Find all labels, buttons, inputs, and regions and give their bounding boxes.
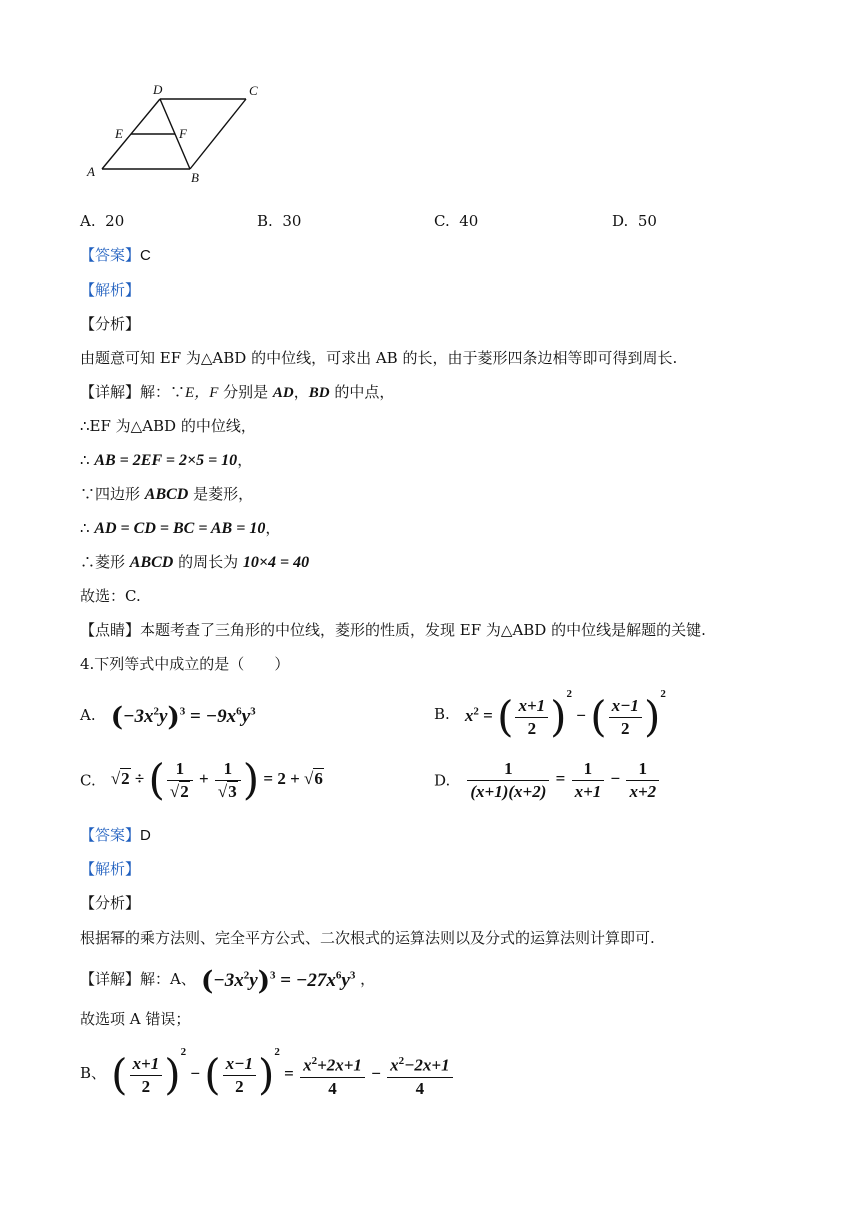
- option-letter: B.: [434, 704, 450, 723]
- text: ∴: [80, 451, 95, 469]
- option-letter: C.: [434, 212, 450, 230]
- math-abcd: ABCD: [144, 486, 189, 503]
- text: ，: [237, 451, 253, 469]
- text: ∵四边形: [80, 485, 145, 503]
- q3-option-d: [612, 211, 657, 231]
- label-c: C: [249, 83, 258, 98]
- dianjing-tag: 【点睛】: [80, 621, 141, 639]
- math-bd: BD: [308, 385, 330, 401]
- edge-cb: [190, 99, 246, 169]
- q3-detail-line-3: [80, 450, 252, 471]
- formula-b: $x^2$ = ( $\frac{x+1}{2}$ )$^2$ − ( $\frac{x-1}{2}$ )$^2$: [464, 688, 666, 742]
- math-sides-equation: AD = CD = BC = AB = 10: [94, 520, 266, 537]
- text: ，: [265, 519, 281, 537]
- option-letter: B.: [257, 212, 273, 230]
- option-value: 30: [282, 212, 302, 230]
- formula-a-expansion: $(-3x^2y)^3 = -27x^6y^3$: [200, 966, 356, 997]
- q3-detail-line-5: [80, 518, 280, 539]
- q4-fenxi-tag: 【分析】: [80, 894, 141, 912]
- math-ab-equation: AB = 2EF = 2×5 = 10: [94, 452, 238, 469]
- formula-b-expansion: ( $\frac{x+1}{2}$ )$^2$ − ( $\frac{x-1}{2}$ )$^2$ = $\frac{x^2+2x+1}{4}$ − $\frac{x^2-2x+1}{4}$: [111, 1064, 455, 1083]
- q3-option-c: [434, 211, 478, 231]
- q3-detail-line-4: [80, 484, 253, 505]
- math-abcd: ABCD: [129, 554, 174, 571]
- text: ∴菱形: [80, 553, 130, 571]
- option-value: 20: [105, 212, 125, 230]
- q4-option-c: [80, 755, 324, 805]
- math-perimeter: 10×4 = 40: [242, 554, 310, 571]
- text: 的中点，: [329, 383, 395, 401]
- q4-detail-line-1: 【详解】解：A、 $(-3x^2y)^3 = -27x^6y^3$ ，: [80, 966, 376, 997]
- q3-dianjing: [80, 620, 706, 640]
- q3-detail-line-2: ∴EF 为△ABD 的中位线，: [80, 417, 256, 435]
- option-value: 50: [637, 212, 657, 230]
- text: 的周长为: [173, 553, 243, 571]
- option-letter: C.: [80, 771, 96, 790]
- detail-tag: 【详解】: [80, 383, 141, 401]
- q4-wrong-a: 故选项 A 错误；: [80, 1010, 191, 1028]
- text: 解：∵: [140, 383, 186, 401]
- label-a: A: [87, 164, 95, 179]
- q3-detail-line-1: [80, 382, 394, 403]
- text: 分别是: [218, 383, 273, 401]
- q3-choose: 故选：C.: [80, 587, 141, 605]
- q3-option-b: [257, 211, 301, 231]
- formula-c: √2 ÷ ( $\frac{1}{√2}$ + $\frac{1}{√3}$ ) = 2 + √6: [110, 755, 323, 805]
- q4-fenxi-text: 根据幂的乘方法则、完全平方公式、二次根式的运算法则以及分式的运算法则计算即可.: [80, 929, 655, 947]
- q3-analysis-tag: 【解析】: [80, 281, 141, 299]
- q3-fenxi-tag: 【分析】: [80, 315, 141, 333]
- math-ef: E，F: [185, 385, 219, 401]
- dianjing-text: 本题考查了三角形的中位线，菱形的性质，发现 EF 为△ABD 的中位线是解题的关键.: [140, 621, 706, 639]
- q4-option-b: [434, 688, 666, 740]
- label-f: F: [179, 126, 187, 141]
- detail-tag: 【详解】: [80, 969, 141, 988]
- formula-d: $\frac{1}{(x+1)(x+2)}$ = $\frac{1}{x+1}$ − $\frac{1}{x+2}$: [465, 769, 661, 788]
- q3-detail-line-6: [80, 552, 309, 573]
- q4-stem: 4.下列等式中成立的是（ ）: [80, 655, 290, 673]
- text: 解：A、: [140, 969, 196, 988]
- text: ，: [293, 383, 309, 401]
- option-letter: D.: [612, 212, 629, 230]
- formula-a: $(-3x^2y)^3 = -9x^6y^3$: [110, 702, 256, 733]
- q4-option-d: [434, 758, 661, 803]
- q4-option-a: [80, 698, 256, 732]
- q4-answer-line: [80, 825, 151, 846]
- math-ad: AD: [272, 385, 294, 401]
- option-letter: A.: [80, 705, 96, 724]
- text: B、: [80, 1063, 107, 1082]
- q3-answer-line: [80, 245, 151, 266]
- answer-value: D: [140, 827, 151, 844]
- text: ∴: [80, 519, 95, 537]
- option-letter: A.: [80, 212, 96, 230]
- rhombus-figure: [80, 78, 270, 188]
- text: 是菱形，: [188, 485, 254, 503]
- q3-option-a: [80, 211, 124, 231]
- label-e: E: [115, 126, 123, 141]
- label-d: D: [153, 82, 163, 97]
- q4-analysis-tag: 【解析】: [80, 860, 141, 878]
- option-letter: D.: [434, 771, 451, 790]
- answer-value: C: [140, 247, 151, 264]
- answer-tag: 【答案】: [80, 246, 141, 264]
- q4-detail-line-b: [80, 1046, 455, 1100]
- q3-fenxi-text: 由题意可知 EF 为△ABD 的中位线，可求出 AB 的长，由于菱形四条边相等即可得到周长.: [80, 349, 678, 367]
- answer-tag: 【答案】: [80, 826, 141, 844]
- option-value: 40: [459, 212, 479, 230]
- label-b: B: [191, 170, 199, 185]
